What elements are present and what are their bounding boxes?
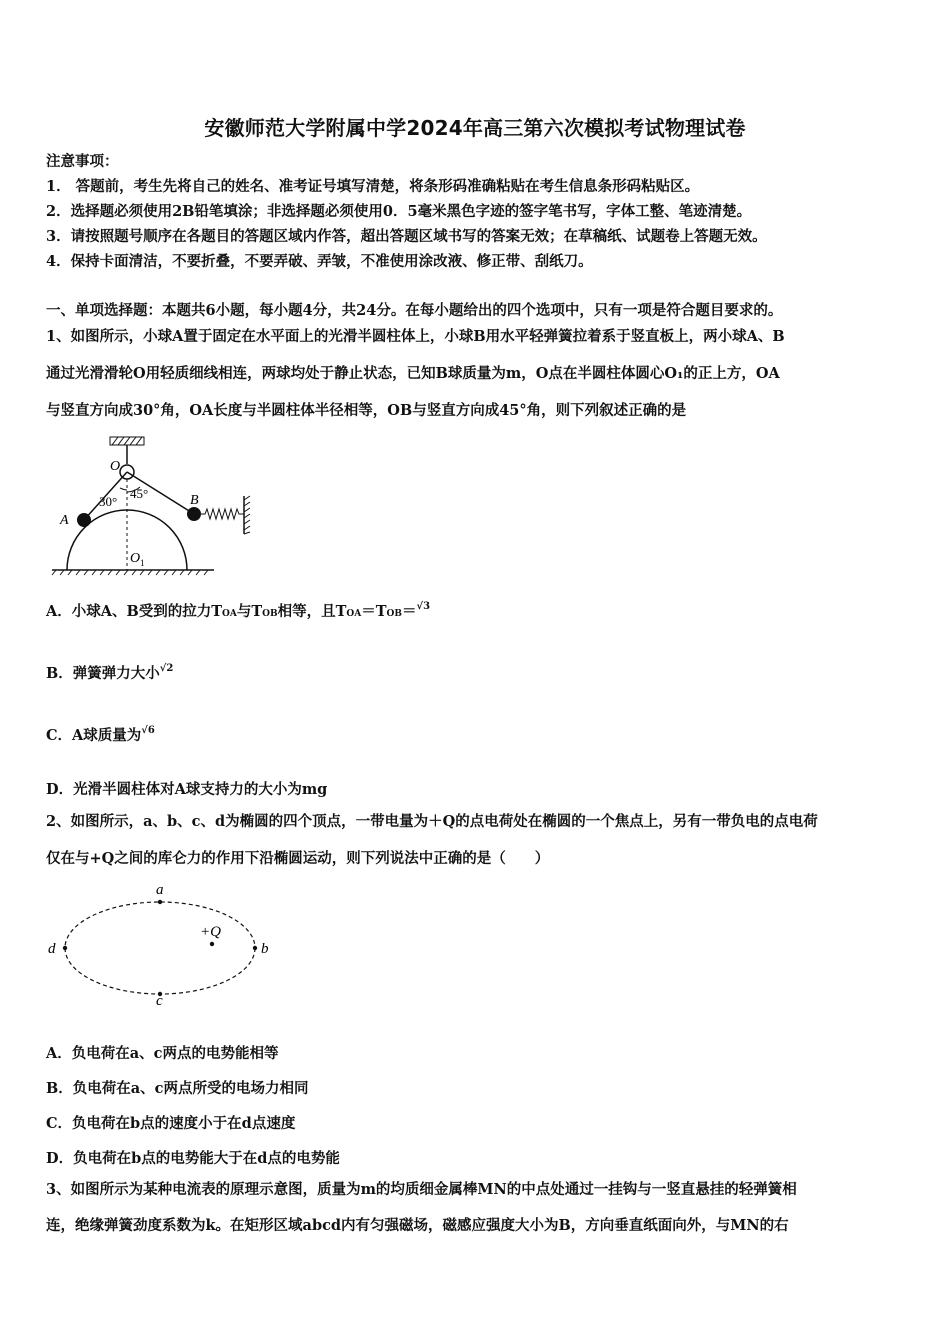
q1-option-a-text: 与T — [236, 603, 263, 620]
radical-sqrt2: √2 — [159, 663, 174, 674]
subscript: OA — [222, 609, 237, 619]
notice-item: 3．请按照题号顺序在各题目的答题区域内作答，超出答题区域书写的答案无效；在草稿纸、试题卷上答题无效。 — [46, 228, 767, 245]
q1-option-d[interactable]: D．光滑半圆柱体对A球支持力的大小为mg — [46, 781, 328, 798]
ellipse-orbit — [65, 902, 255, 994]
question-1-text: 与竖直方向成30°角，OA长度与半圆柱体半径相等，OB与竖直方向成45°角，则下列叙述正确的是 — [46, 402, 687, 419]
question-3-text: 连，绝缘弹簧劲度系数为k。在矩形区域abcd内有匀强磁场，磁感应强度大小为B，方向垂直纸面向外，与MN的右 — [46, 1217, 789, 1234]
q2-option-d[interactable]: D．负电荷在b点的电势能大于在d点的电势能 — [46, 1150, 340, 1167]
radical-sqrt3: √3 — [416, 601, 431, 612]
q2-option-c[interactable]: C．负电荷在b点的速度小于在d点速度 — [46, 1115, 296, 1132]
point-b — [253, 946, 257, 950]
label-angle-30: 30° — [99, 494, 118, 509]
point-d — [63, 946, 67, 950]
q1-option-a-text: ＝T — [361, 603, 387, 620]
spring — [201, 509, 244, 519]
radical-sqrt6: √6 — [141, 725, 155, 736]
notice-heading: 注意事项： — [46, 153, 119, 170]
q1-option-c-text: C．A球质量为 — [46, 727, 142, 744]
q1-option-a-text: ＝ — [402, 603, 417, 620]
q1-option-b-text: B．弹簧弹力大小 — [46, 665, 160, 682]
subscript: OB — [262, 609, 278, 619]
q2-option-b[interactable]: B．负电荷在a、c两点所受的电场力相同 — [46, 1080, 309, 1097]
page-title: 安徽师范大学附属中学2024年高三第六次模拟考试物理试卷 — [204, 116, 746, 140]
label-c: c — [156, 993, 163, 1008]
charge-q — [210, 942, 214, 946]
question-2-text: 2、如图所示，a、b、c、d为椭圆的四个顶点，一带电量为＋Q的点电荷处在椭圆的一个焦点上，另有一带负电的点电荷 — [46, 813, 818, 830]
question-1-figure — [44, 432, 264, 582]
label-o1: O — [130, 551, 141, 566]
question-1-text: 1、如图所示，小球A置于固定在水平面上的光滑半圆柱体上，小球B用水平轻弹簧拉着系于竖直板上，两小球A、B — [46, 328, 785, 345]
q1-option-a[interactable] — [46, 600, 430, 621]
label-d: d — [48, 941, 56, 957]
label-a: a — [156, 882, 164, 898]
notice-item: 1． 答题前，考生先将自己的姓名、准考证号填写清楚，将条形码准确粘贴在考生信息条形码粘贴区。 — [46, 178, 700, 195]
question-2-text: 仅在与+Q之间的库仑力的作用下沿椭圆运动，则下列说法中正确的是（ ） — [46, 850, 550, 867]
question-1-text: 通过光滑滑轮O用轻质细线相连，两球均处于静止状态，已知B球质量为m，O点在半圆柱体圆心O₁的正上方，OA — [46, 365, 780, 382]
label-o1-sub: 1 — [140, 558, 145, 568]
q1-option-a-text: 相等，且T — [277, 603, 347, 620]
label-b: b — [261, 941, 269, 957]
q1-option-b[interactable] — [46, 662, 173, 683]
label-q: +Q — [200, 924, 221, 940]
question-2-figure — [40, 878, 280, 1008]
subscript: OB — [386, 609, 402, 619]
notice-item: 4．保持卡面清洁，不要折叠，不要弄破、弄皱，不准使用涂改液、修正带、刮纸刀。 — [46, 253, 593, 270]
q1-option-a-text: A．小球A、B受到的拉力T — [46, 603, 223, 620]
q2-option-a[interactable]: A．负电荷在a、c两点的电势能相等 — [46, 1045, 279, 1062]
ball-a — [77, 513, 91, 527]
label-o: O — [110, 459, 121, 474]
label-angle-45: 45° — [130, 486, 149, 501]
section-heading: 一、单项选择题：本题共6小题，每小题4分，共24分。在每小题给出的四个选项中，只有一项是符合题目要求的。 — [46, 302, 783, 319]
notice-item: 2．选择题必须使用2B铅笔填涂；非选择题必须使用0．5毫米黑色字迹的签字笔书写，字体工整、笔迹清楚。 — [46, 203, 752, 220]
ball-b — [187, 507, 201, 521]
point-a — [158, 900, 162, 904]
question-3-text: 3、如图所示为某种电流表的原理示意图，质量为m的均质细金属棒MN的中点处通过一挂钩与一竖直悬挂的轻弹簧相 — [46, 1181, 797, 1198]
subscript: OA — [346, 609, 362, 619]
label-a: A — [60, 513, 69, 528]
q1-option-c[interactable] — [46, 724, 155, 745]
label-b: B — [190, 493, 199, 508]
